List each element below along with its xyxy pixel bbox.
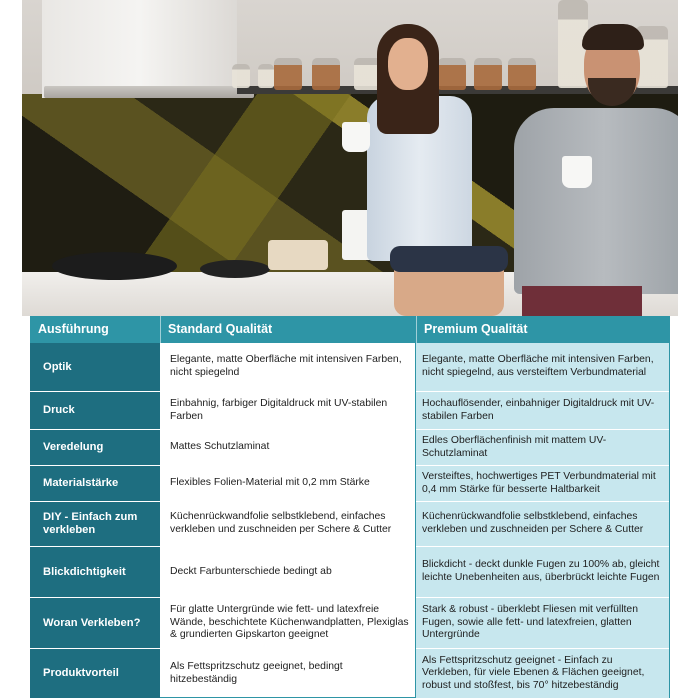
row-label: DIY - Einfach zum verkleben: [30, 502, 160, 546]
header-ausfuehrung: Ausführung: [38, 322, 109, 336]
row-divider: [30, 648, 670, 649]
premium-cell: Elegante, matte Oberfläche mit intensiven Farben, nicht spiegelnd, aus versteiftem Verbundmaterial: [416, 343, 670, 391]
table-row: [30, 466, 670, 501]
premium-cell: Versteiftes, hochwertiges PET Verbundmaterial mit 0,4 mm Stärke für besserte Haltbarkeit: [416, 466, 670, 501]
header-divider: [416, 316, 417, 343]
row-label: Optik: [30, 343, 160, 391]
table-row: [30, 343, 670, 391]
storage-jar: [274, 58, 302, 90]
standard-cell: Mattes Schutzlaminat: [160, 430, 416, 465]
spice-jar: [232, 64, 250, 88]
row-divider: [30, 597, 670, 598]
row-divider: [30, 465, 670, 466]
standard-cell: Deckt Farbunterschiede bedingt ab: [160, 547, 416, 597]
standard-cell: Flexibles Folien-Material mit 0,2 mm Stärke: [160, 466, 416, 501]
header-divider: [160, 316, 161, 343]
table-row: [30, 430, 670, 465]
row-divider: [160, 697, 416, 698]
comparison-table: [30, 316, 670, 698]
premium-cell: Küchenrückwandfolie selbstklebend, einfaches verkleben und zuschneiden per Schere & Cutter: [416, 502, 670, 546]
premium-cell: Als Fettspritzschutz geeignet - Einfach zu Verkleben, für viele Ebenen & Flächen geeignet, robust und stoßfest, bis 70° hitzebeständig: [416, 649, 670, 698]
row-label: Veredelung: [30, 430, 160, 465]
premium-cell: Stark & robust - überklebt Fliesen mit verfüllten Fugen, sowie alle fett- und latexfreien, glatten Untergründe: [416, 598, 670, 648]
range-hood-edge: [44, 86, 254, 98]
man-hair: [582, 24, 644, 50]
hero-photo: [22, 0, 678, 316]
column-divider: [415, 343, 416, 698]
premium-cell: Blickdicht - deckt dunkle Fugen zu 100% ab, gleicht leichte Unebenheiten aus, überbrückt leichte Fugen: [416, 547, 670, 597]
row-divider: [30, 391, 670, 392]
row-label: Woran Verkleben?: [30, 598, 160, 648]
coffee-mug: [342, 122, 370, 152]
man-pants: [522, 286, 642, 316]
frying-pan: [52, 252, 177, 280]
standard-cell: Für glatte Untergründe wie fett- und latexfreie Wände, beschichtete Küchenwandplatten, Plexiglas & grundierten Gipskarton geeignet: [160, 598, 416, 648]
spice-jar: [258, 64, 274, 88]
header-premium: Premium Qualität: [424, 322, 528, 336]
premium-cell: Edles Oberflächenfinish mit mattem UV-Schutzlaminat: [416, 430, 670, 465]
standard-cell: Als Fettspritzschutz geeignet, bedingt hitzebeständig: [160, 649, 416, 698]
row-label: Produktvorteil: [30, 649, 160, 698]
storage-jar: [438, 58, 466, 90]
woman-face: [388, 38, 428, 90]
premium-cell: Hochauflösender, einbahniger Digitaldruck mit UV-stabilen Farben: [416, 392, 670, 429]
storage-jar: [312, 58, 340, 90]
woman-shorts: [390, 246, 508, 272]
row-label: Materialstärke: [30, 466, 160, 501]
standard-cell: Einbahnig, farbiger Digitaldruck mit UV-stabilen Farben: [160, 392, 416, 429]
standard-cell: Elegante, matte Oberfläche mit intensiven Farben, nicht spiegelnd: [160, 343, 416, 391]
table-row: [30, 547, 670, 597]
table-row: [30, 598, 670, 648]
column-divider: [669, 343, 670, 698]
storage-jar: [508, 58, 536, 90]
egg-carton: [268, 240, 328, 270]
table-row: [30, 649, 670, 698]
table-row: [30, 502, 670, 546]
row-label: Blickdichtigkeit: [30, 547, 160, 597]
table-header: [30, 316, 670, 343]
row-label: Druck: [30, 392, 160, 429]
standard-cell: Küchenrückwandfolie selbstklebend, einfaches verkleben und zuschneiden per Schere & Cutter: [160, 502, 416, 546]
small-pan: [200, 260, 270, 278]
man-tshirt: [514, 108, 678, 294]
row-divider: [30, 546, 670, 547]
row-divider: [30, 501, 670, 502]
range-hood: [42, 0, 237, 98]
table-row: [30, 392, 670, 429]
storage-jar: [474, 58, 502, 90]
coffee-mug: [562, 156, 592, 188]
header-standard: Standard Qualität: [168, 322, 273, 336]
row-divider: [30, 429, 670, 430]
